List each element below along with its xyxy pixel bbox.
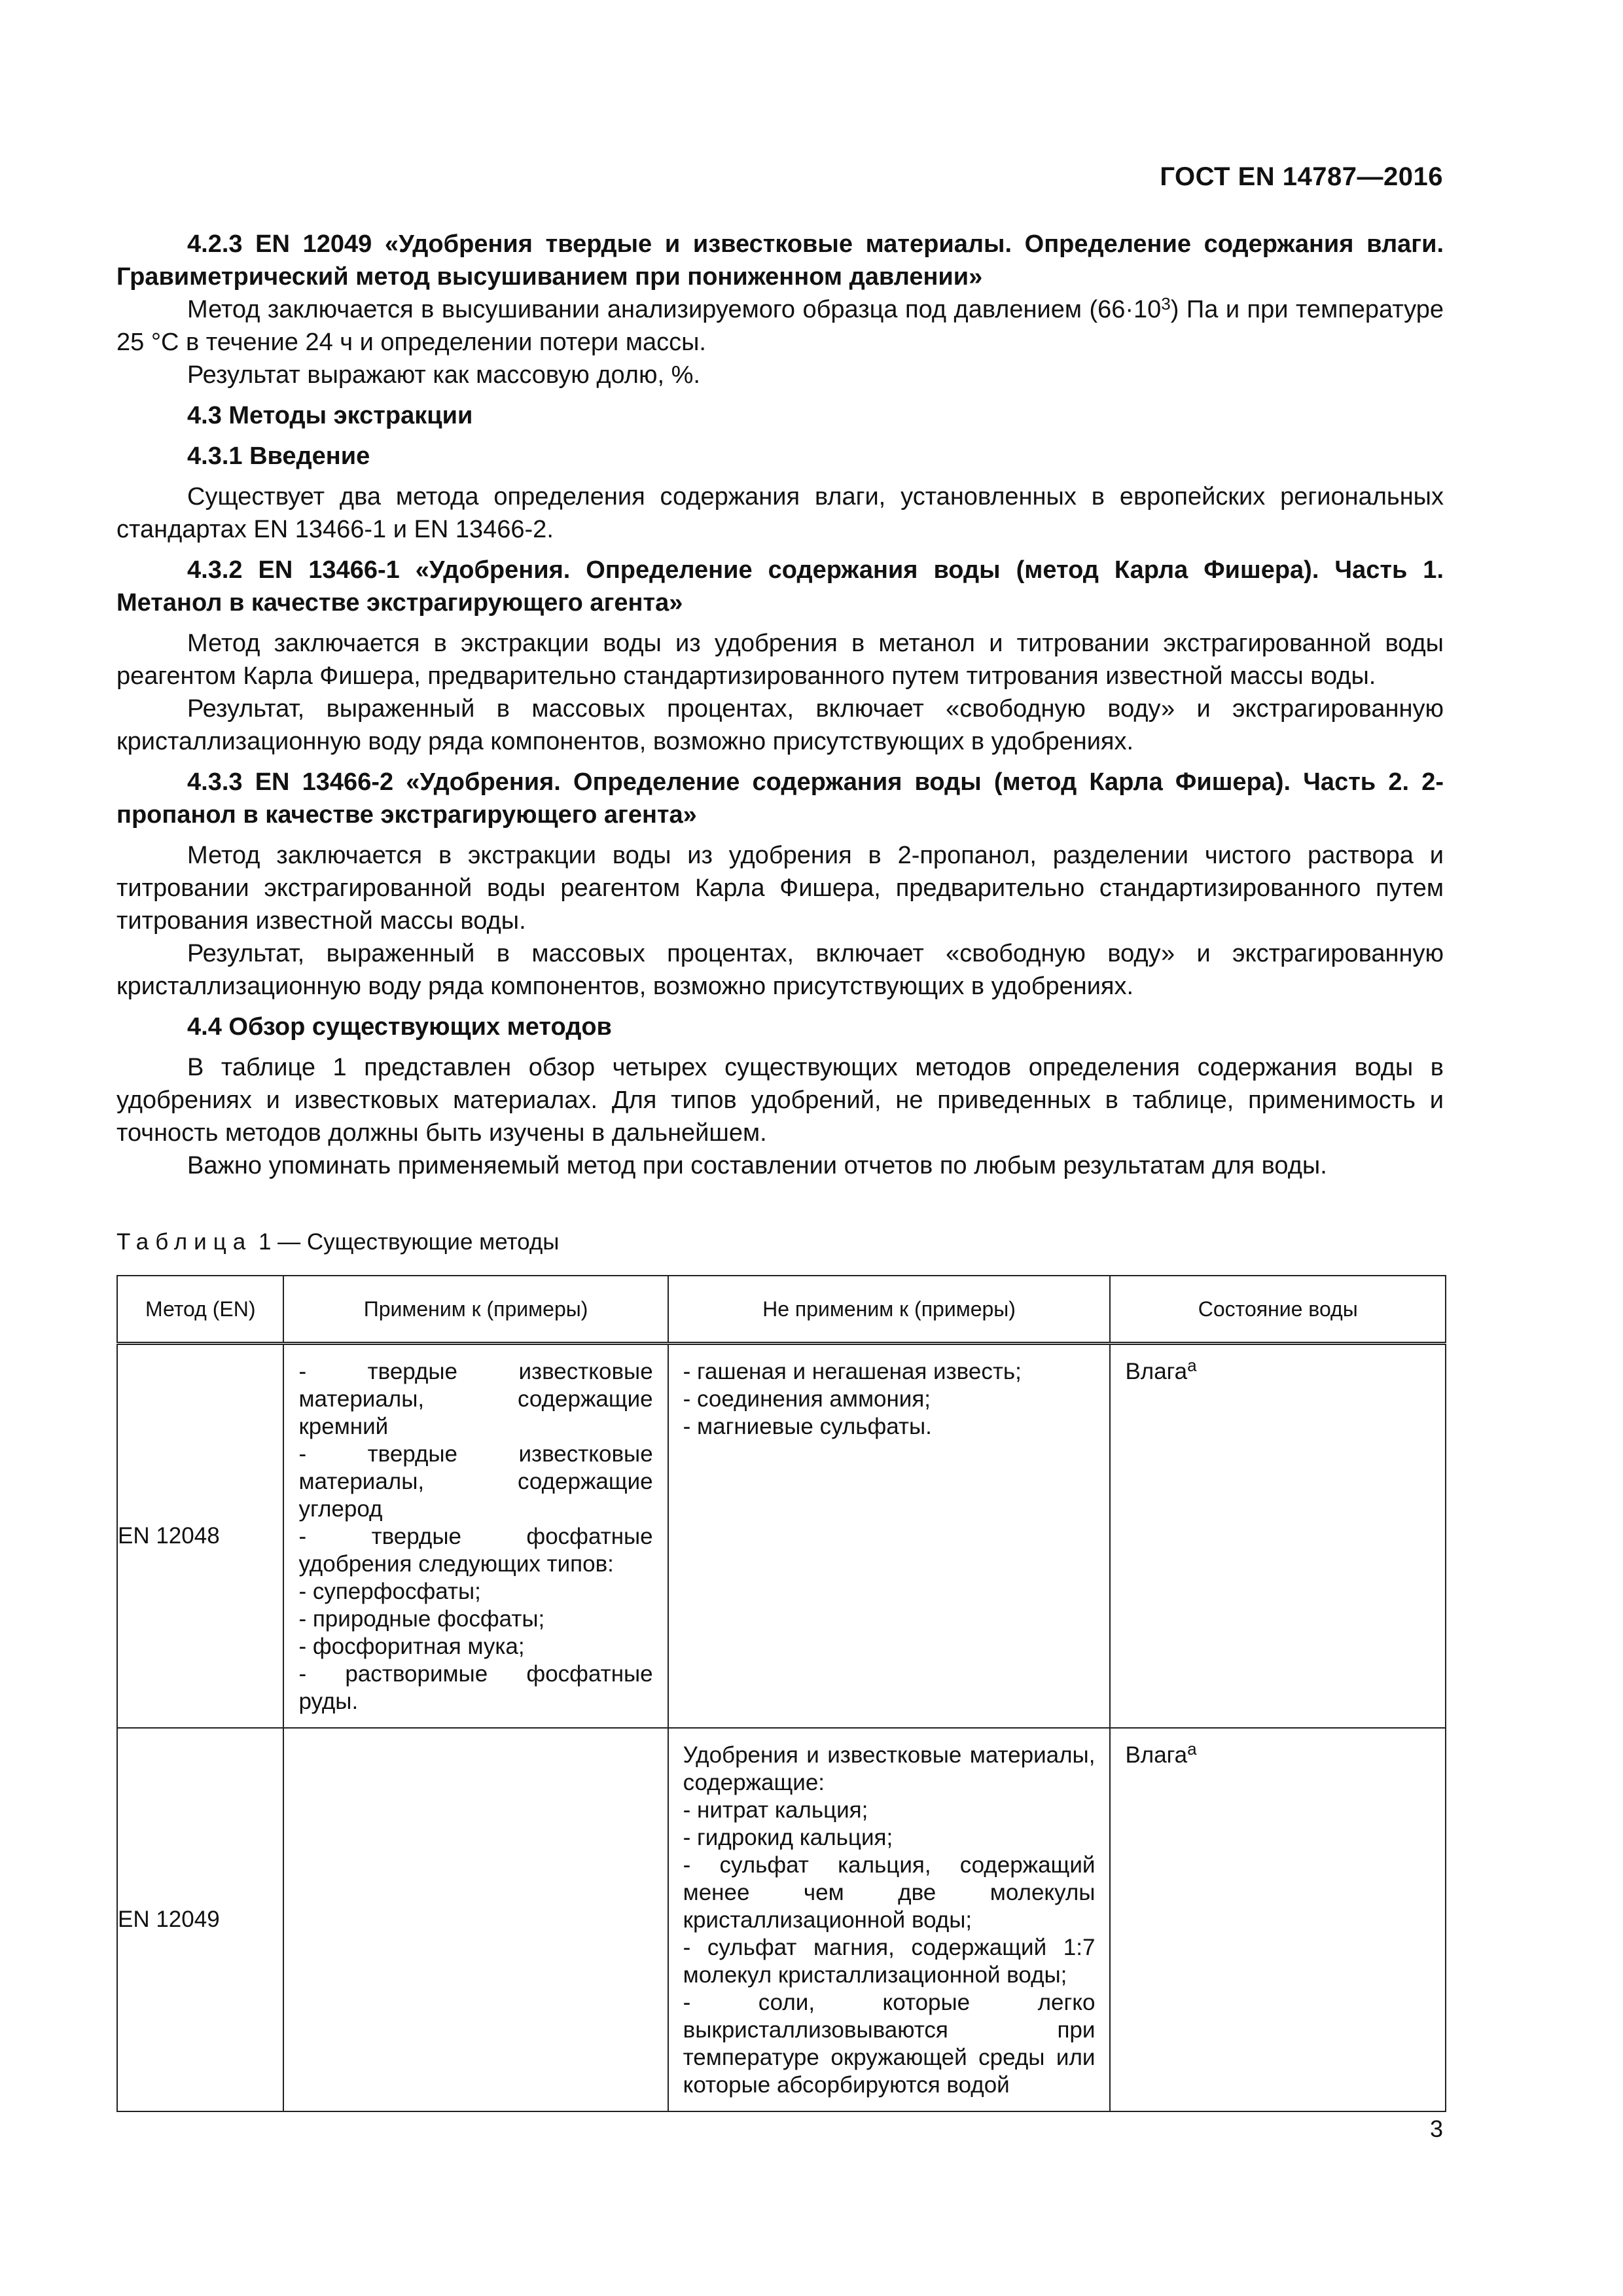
column-header-method: Метод (EN) — [117, 1276, 283, 1344]
water-state-text: Влага — [1125, 1359, 1188, 1384]
table-header-row — [117, 1276, 1446, 1344]
paragraph: Метод заключается в экстракции воды из удобрения в 2-пропанол, разделении чистого раствора и титровании экстрагированной воды реагентом Карла Фишера, предварительно стандартизированного путем титрования известной массы воды. — [116, 842, 1444, 935]
paragraph: Результат, выраженный в массовых процентах, включает «свободную воду» и экстрагированную кристаллизационную воду ряда компонентов, возможно присутствующих в удобрениях. — [116, 695, 1444, 755]
list-item: - растворимые фосфатные руды. — [298, 1661, 653, 1714]
footnote-marker: а — [1187, 1739, 1197, 1759]
document-body — [116, 228, 1444, 1182]
heading-4-4: 4.4 Обзор существующих методов — [187, 1013, 612, 1041]
list-item: - твердые фосфатные удобрения следующих типов: — [298, 1524, 653, 1577]
paragraph: Результат выражают как массовую долю, %. — [187, 361, 700, 389]
paragraph: Существует два метода определения содержания влаги, установленных в европейских региональных стандартах EN 13466-1 и EN 13466-2. — [116, 483, 1444, 543]
paragraph: Метод заключается в экстракции воды из удобрения в метанол и титровании экстрагированной воды реагентом Карла Фишера, предварительно стандартизированного путем титрования известной массы воды. — [116, 630, 1444, 690]
list-item: - природные фосфаты; — [298, 1606, 545, 1632]
list-item: - гидрокид кальция; — [683, 1825, 893, 1850]
heading-4-3: 4.3 Методы экстракции — [187, 402, 473, 429]
table-row — [117, 1728, 1446, 2111]
heading-4-3-2: 4.3.2 EN 13466-1 «Удобрения. Определение содержания воды (метод Карла Фишера). Часть 1. Метанол в качестве экстрагирующего агента» — [116, 556, 1444, 617]
table-caption: Таблица 1 — Существующие методы — [116, 1229, 560, 1255]
list-item: Удобрения и известковые материалы, содержащие: — [683, 1742, 1096, 1795]
list-item: - соли, которые легко выкристаллизовываются при температуре окружающей среды или которые абсорбируются водой — [683, 1990, 1096, 2098]
list-item: - суперфосфаты; — [298, 1579, 481, 1604]
heading-4-3-1: 4.3.1 Введение — [187, 442, 370, 470]
list-item: - магниевые сульфаты. — [683, 1414, 932, 1439]
paragraph: Метод заключается в высушивании анализируемого образца под давлением $(66\cdot 10^3)$ Па и при температуре 25 °C в течение 24 ч и определении потери массы. — [116, 294, 1444, 356]
method-cell: EN 12048 — [117, 1344, 283, 1729]
water-state-cell — [1110, 1344, 1446, 1729]
footnote-marker: а — [1187, 1355, 1197, 1375]
list-item: - нитрат кальция; — [683, 1797, 868, 1823]
list-item: - сульфат кальция, содержащий менее чем две молекулы кристаллизационной воды; — [683, 1852, 1096, 1933]
list-item: - соединения аммония; — [683, 1386, 931, 1412]
applicable-cell — [283, 1344, 668, 1729]
not-applicable-cell — [668, 1344, 1111, 1729]
list-item: - твердые известковые материалы, содержащие кремний — [298, 1359, 653, 1439]
paragraph: Важно упоминать применяемый метод при составлении отчетов по любым результатам для воды. — [187, 1152, 1327, 1179]
list-item: - фосфоритная мука; — [298, 1634, 525, 1659]
not-applicable-cell — [668, 1728, 1111, 2111]
list-item: - твердые известковые материалы, содержащие углерод — [298, 1441, 653, 1522]
heading-4-3-3: 4.3.3 EN 13466-2 «Удобрения. Определение содержания воды (метод Карла Фишера). Часть 2. 2-пропанол в качестве экстрагирующего агента» — [116, 768, 1444, 829]
method-cell: EN 12049 — [117, 1728, 283, 2111]
table-row — [117, 1344, 1446, 1729]
water-state-cell — [1110, 1728, 1446, 2111]
column-header-not-applicable: Не применим к (примеры) — [668, 1276, 1111, 1344]
applicable-cell — [283, 1728, 668, 2111]
column-header-applicable: Применим к (примеры) — [283, 1276, 668, 1344]
heading-4-2-3: 4.2.3 EN 12049 «Удобрения твердые и известковые материалы. Определение содержания влаги. Гравиметрический метод высушиванием при пониженном давлении» — [116, 230, 1444, 291]
list-item: - сульфат магния, содержащий 1:7 молекул кристаллизационной воды; — [683, 1935, 1096, 1988]
document-number: ГОСТ EN 14787—2016 — [1160, 162, 1443, 191]
methods-table — [116, 1275, 1446, 2112]
list-item: - гашеная и негашеная известь; — [683, 1359, 1022, 1384]
water-state-text: Влага — [1125, 1742, 1188, 1768]
column-header-water-state: Состояние воды — [1110, 1276, 1446, 1344]
page-number: 3 — [1429, 2115, 1443, 2142]
paragraph: В таблице 1 представлен обзор четырех существующих методов определения содержания воды в удобрениях и известковых материалах. Для типов удобрений, не приведенных в таблице, применимость и точность методов должны быть изучены в дальнейшем. — [116, 1054, 1444, 1147]
paragraph: Результат, выраженный в массовых процентах, включает «свободную воду» и экстрагированную кристаллизационную воду ряда компонентов, возможно присутствующих в удобрениях. — [116, 940, 1444, 1000]
